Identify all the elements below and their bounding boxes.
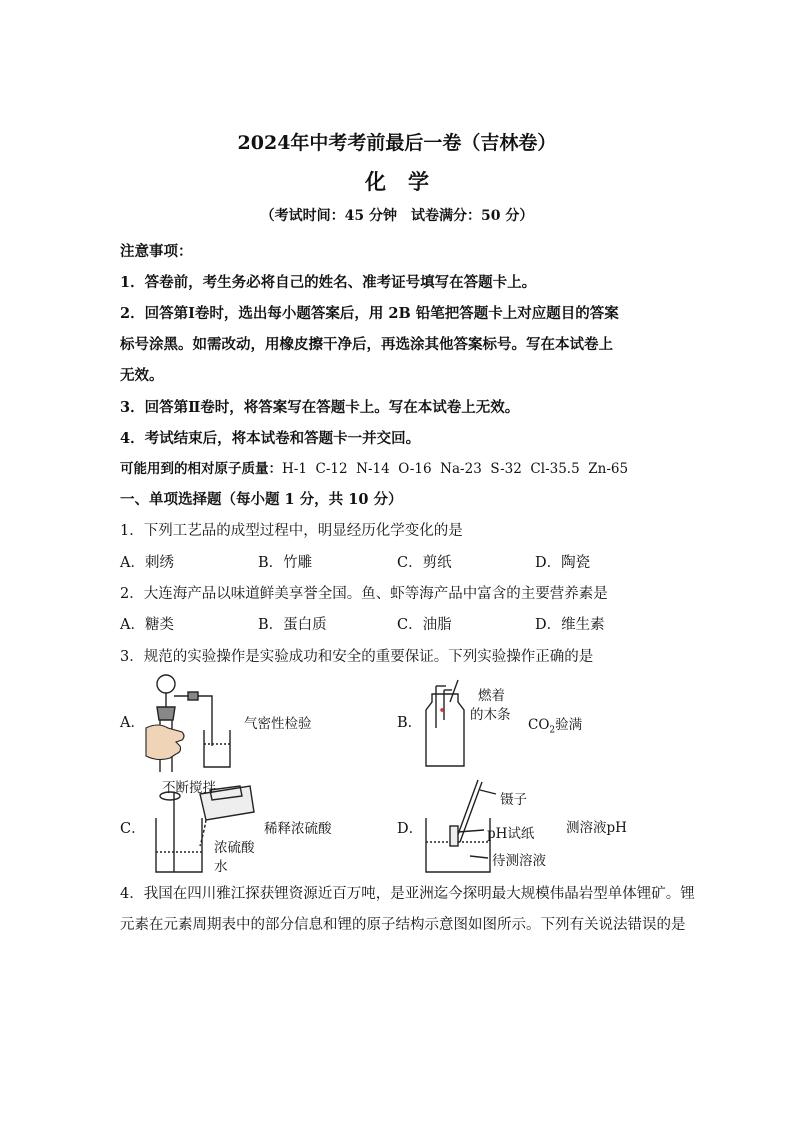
q3-option-a-caption: 气密性检验 [244, 716, 312, 732]
q1-option-a: A．刺绣 [120, 555, 174, 571]
atomic-masses [120, 457, 628, 477]
q1-option-b: B．竹雕 [258, 555, 313, 571]
q3-option-d-solution: 待测溶液 [492, 853, 546, 869]
co2-formula: CO [528, 717, 550, 733]
note-item-2-cont: 标号涂黑。如需改动，用橡皮擦干净后，再选涂其他答案标号。写在本试卷上 [120, 336, 613, 353]
q3-option-c-water: 水 [214, 859, 228, 875]
q2-option-c: C．油脂 [397, 617, 452, 633]
atomic-masses-label: 可能用到的相对原子质量： [120, 461, 282, 477]
q3-option-c-letter: C． [120, 821, 146, 837]
q3-option-c-stir: 不断搅拌 [162, 780, 216, 796]
note-item-4: 4．考试结束后，将本试卷和答题卡一并交回。 [120, 430, 421, 447]
q3-option-b-label2: 的木条 [470, 707, 511, 723]
q4-stem-line2: 元素在元素周期表中的部分信息和锂的原子结构示意图如图所示。下列有关说法错误的是 [120, 917, 686, 933]
co2-subscript: 2 [549, 725, 556, 736]
notes-heading: 注意事项： [120, 243, 193, 260]
airtightness-test-figure [140, 672, 240, 772]
q1-stem: 1．下列工艺品的成型过程中，明显经历化学变化的是 [120, 523, 463, 539]
q1-option-d: D．陶瓷 [535, 555, 591, 571]
subject-title: 化学 [365, 169, 451, 194]
q2-option-a: A．糖类 [120, 617, 174, 633]
q3-option-d-caption: 测溶液pH [566, 820, 627, 836]
q3-option-c-caption: 稀释浓硫酸 [264, 821, 332, 837]
note-item-1: 1．答卷前，考生务必将自己的姓名、准考证号填写在答题卡上。 [120, 274, 537, 291]
section1-heading: 一、单项选择题（每小题 1 分，共 10 分） [120, 491, 403, 508]
q3-option-b-caption [528, 713, 582, 736]
exam-meta: （考试时间：45 分钟 试卷满分：50 分） [260, 208, 534, 224]
q3-option-b-letter: B． [397, 715, 423, 731]
q3-option-c-acid: 浓硫酸 [214, 840, 255, 856]
q2-option-b: B．蛋白质 [258, 617, 327, 633]
co2-test-figure [418, 680, 528, 770]
note-item-2-end: 无效。 [120, 367, 164, 384]
q3-option-d-letter: D． [397, 821, 424, 837]
q3-option-d-tweezers: 镊子 [500, 792, 527, 808]
note-item-2: 2．回答第Ⅰ卷时，选出每小题答案后，用 2B 铅笔把答题卡上对应题目的答案 [120, 305, 619, 322]
co2-test-caption-tail: 验满 [555, 717, 583, 733]
q2-option-d: D．维生素 [535, 617, 605, 633]
q3-option-a-letter: A． [120, 715, 145, 731]
note-item-3: 3．回答第Ⅱ卷时，将答案写在答题卡上。写在本试卷上无效。 [120, 399, 520, 416]
q1-option-c: C．剪纸 [397, 555, 452, 571]
q3-option-d-paper: pH试纸 [487, 826, 535, 842]
q2-stem: 2．大连海产品以味道鲜美享誉全国。鱼、虾等海产品中富含的主要营养素是 [120, 586, 608, 602]
q3-option-b-label1: 燃着 [478, 688, 505, 704]
atomic-masses-values: H-1 C-12 N-14 O-16 Na-23 S-32 Cl-35.5 Zn-65 [282, 461, 629, 477]
exam-title: 2024年中考考前最后一卷（吉林卷） [237, 132, 557, 154]
q4-stem-line1: 4．我国在四川雅江探获锂资源近百万吨，是亚洲迄今探明最大规模伟晶岩型单体锂矿。锂 [120, 886, 695, 902]
q3-stem: 3．规范的实验操作是实验成功和安全的重要保证。下列实验操作正确的是 [120, 649, 594, 665]
